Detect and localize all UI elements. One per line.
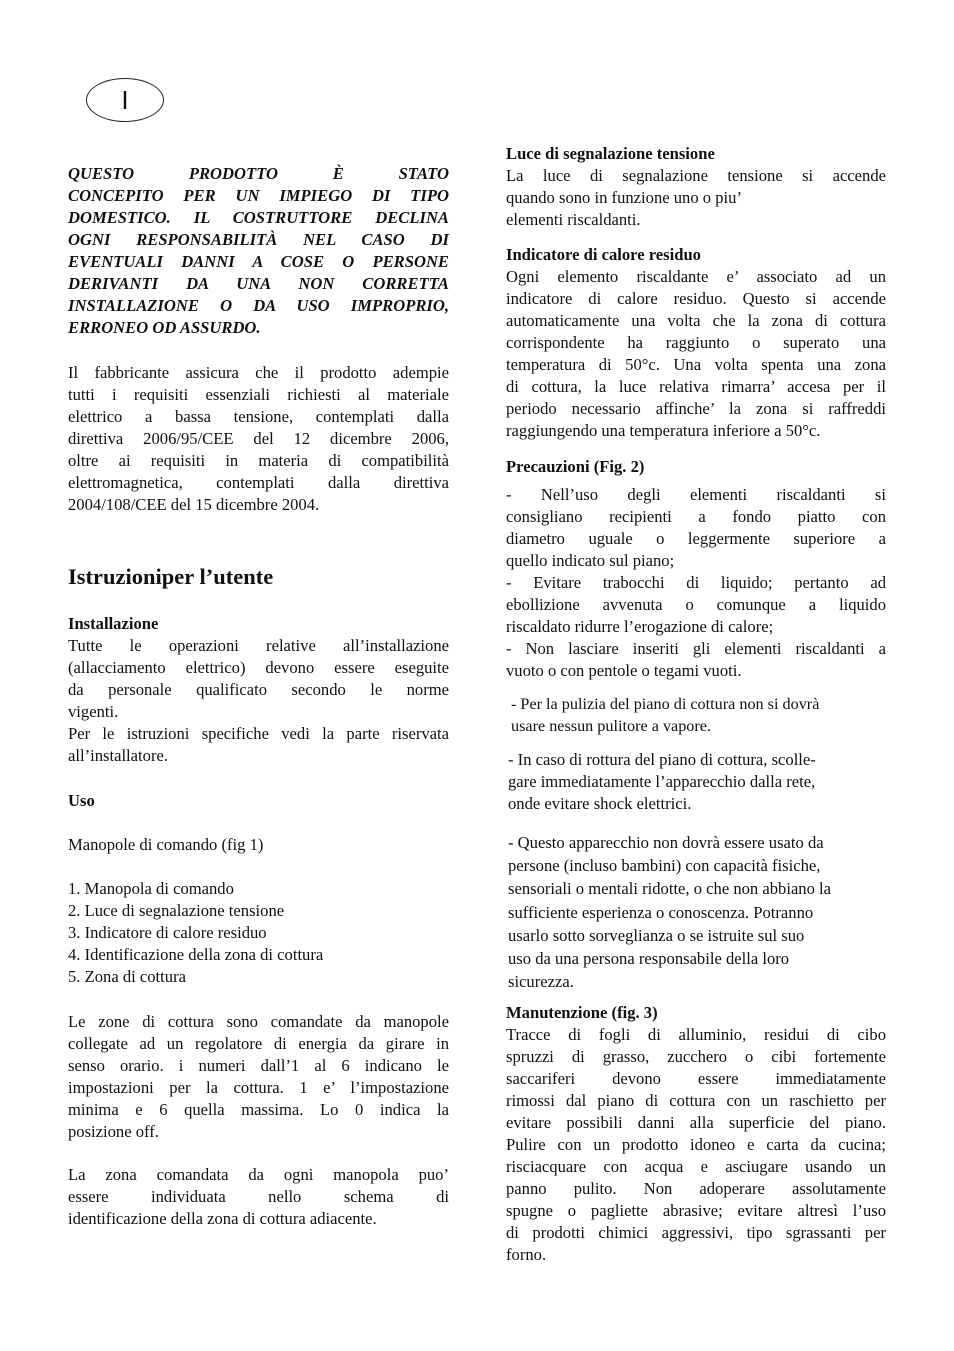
text-line: ebollizione avvenuta o comunque a liquido: [506, 595, 886, 614]
text-line: forno.: [506, 1245, 547, 1264]
text-line: (allacciamento elettrico) devono essere eseguite: [68, 658, 449, 677]
text-line: saccariferi devono essere immediatamente: [506, 1069, 886, 1088]
list-item: 1. Manopola di comando: [68, 879, 234, 898]
text-line: tutti i requisiti essenziali richiesti al materiale: [68, 385, 449, 404]
text-line: Pulire con un prodotto idoneo e carta da cucina;: [506, 1135, 886, 1154]
text-line: periodo necessario affinche’ la zona si raffreddi: [506, 399, 886, 418]
disclaimer-line: OGNI RESPONSABILITÀ NEL CASO DI: [68, 230, 449, 249]
text-line: onde evitare shock elettrici.: [508, 794, 692, 813]
precauzioni-paragraph: [506, 484, 886, 682]
text-line: Tracce di fogli di alluminio, residui di cibo: [506, 1025, 886, 1044]
rottura-paragraph: [508, 749, 886, 815]
text-line: Il fabbricante assicura che il prodotto adempie: [68, 363, 449, 382]
text-line: riscaldato ridurre l’erogazione di calore;: [506, 617, 774, 636]
text-line: quando sono in funzione uno o piu’: [506, 188, 742, 207]
manutenzione-paragraph: [506, 1024, 886, 1266]
text-line: Le zone di cottura sono comandate da manopole: [68, 1012, 449, 1031]
text-line: spugne o pagliette abrasive; evitare altresì l’uso: [506, 1201, 886, 1220]
text-line: risciacquare con acqua e asciugare usando un: [506, 1157, 886, 1176]
text-line: direttiva 2006/95/CEE del 12 dicembre 2006,: [68, 429, 449, 448]
uso-heading: Uso: [68, 791, 95, 810]
text-line: sicurezza.: [508, 972, 574, 992]
text-line: - Non lasciare inseriti gli elementi riscaldanti a: [506, 639, 886, 658]
text-line: elettrico a bassa tensione, contemplati dalla: [68, 407, 449, 426]
text-line: elementi riscaldanti.: [506, 210, 641, 229]
conformity-paragraph: [68, 362, 449, 516]
manutenzione-heading: Manutenzione (fig. 3): [506, 1003, 658, 1022]
text-line: usarlo sotto sorveglianza o se istruite sul suo: [508, 925, 805, 945]
text-line: vuoto o con pentole o tegami vuoti.: [506, 661, 742, 680]
list-item: 3. Indicatore di calore residuo: [68, 923, 267, 942]
zones-paragraph: [68, 1011, 449, 1143]
text-line: di cottura, la luce relativa rimarra’ accesa per il: [506, 377, 886, 396]
text-line: - In caso di rottura del piano di cottura, scolle-: [508, 750, 816, 769]
vapore-paragraph: [511, 693, 886, 737]
precauzioni-heading: Precauzioni (Fig. 2): [506, 457, 645, 476]
list-item: 4. Identificazione della zona di cottura: [68, 945, 324, 964]
disclaimer-line: INSTALLAZIONE O DA USO IMPROPRIO,: [68, 296, 449, 315]
disclaimer-block: [68, 163, 449, 339]
disclaimer-line: ERRONEO OD ASSURDO.: [68, 318, 261, 337]
luce-paragraph: [506, 165, 886, 231]
text-line: minima e 6 quella massima. Lo 0 indica la: [68, 1100, 449, 1119]
disclaimer-line: DOMESTICO. IL COSTRUTTORE DECLINA: [68, 208, 449, 227]
persone-paragraph: [508, 831, 886, 993]
luce-heading: Luce di segnalazione tensione: [506, 144, 715, 163]
text-line: persone (incluso bambini) con capacità fisiche,: [508, 856, 821, 876]
identify-paragraph: [68, 1164, 449, 1230]
legend-list: [68, 878, 449, 988]
text-line: uso da una persona responsabile della loro: [508, 949, 790, 969]
disclaimer-line: EVENTUALI DANNI A COSE O PERSONE: [68, 252, 449, 271]
language-badge-label: I: [121, 85, 129, 115]
residuo-heading: Indicatore di calore residuo: [506, 245, 701, 264]
text-line: evitare possibili danni alla superficie del piano.: [506, 1113, 886, 1132]
text-line: panno pulito. Non adoperare assolutamente: [506, 1179, 886, 1198]
text-line: 2004/108/CEE del 15 dicembre 2004.: [68, 495, 320, 514]
text-line: elettromagnetica, contemplati dalla direttiva: [68, 473, 449, 492]
text-line: automaticamente una volta che la zona di cottura: [506, 311, 886, 330]
text-line: identificazione della zona di cottura adiacente.: [68, 1209, 377, 1228]
section-title: Istruzioniper l’utente: [68, 564, 274, 589]
text-line: rimossi dal piano di cottura con un raschietto per: [506, 1091, 886, 1110]
text-line: - Nell’uso degli elementi riscaldanti si: [506, 485, 886, 504]
installazione-paragraph: [68, 635, 449, 767]
installazione-heading: Installazione: [68, 614, 159, 633]
text-line: - Evitare trabocchi di liquido; pertanto ad: [506, 573, 886, 592]
text-line: quello indicato sul piano;: [506, 551, 675, 570]
text-line: impostazioni per la cottura. 1 e’ l’impostazione: [68, 1078, 449, 1097]
text-line: sufficiente esperienza o conoscenza. Potranno: [508, 902, 814, 922]
text-line: collegate ad un regolatore di energia da girare in: [68, 1034, 449, 1053]
manopole-label: Manopole di comando (fig 1): [68, 835, 264, 854]
text-line: vigenti.: [68, 702, 119, 721]
text-line: corrispondente ha raggiunto o superato una: [506, 333, 886, 352]
text-line: spruzzi di grasso, zucchero o cibi fortemente: [506, 1047, 886, 1066]
text-line: Per le istruzioni specifiche vedi la parte riservata: [68, 724, 449, 743]
list-item: 2. Luce di segnalazione tensione: [68, 901, 285, 920]
text-line: - Questo apparecchio non dovrà essere usato da: [508, 833, 824, 852]
disclaimer-line: QUESTO PRODOTTO È STATO: [68, 164, 449, 183]
text-line: La zona comandata da ogni manopola puo’: [68, 1165, 449, 1184]
text-line: consigliano recipienti a fondo piatto con: [506, 507, 886, 526]
text-line: Ogni elemento riscaldante e’ associato ad un: [506, 267, 886, 286]
text-line: diametro uguale o leggermente superiore a: [506, 529, 886, 548]
disclaimer-line: DERIVANTI DA UNA NON CORRETTA: [68, 274, 449, 293]
text-line: usare nessun pulitore a vapore.: [511, 717, 712, 735]
text-line: da personale qualificato secondo le norme: [68, 680, 449, 699]
disclaimer-line: CONCEPITO PER UN IMPIEGO DI TIPO: [68, 186, 449, 205]
text-line: La luce di segnalazione tensione si accende: [506, 166, 886, 185]
list-item: 5. Zona di cottura: [68, 967, 186, 986]
text-line: essere individuata nello schema di: [68, 1187, 449, 1206]
residuo-paragraph: [506, 266, 886, 442]
text-line: di prodotti chimici aggressivi, tipo sgrassanti per: [506, 1223, 886, 1242]
text-line: raggiungendo una temperatura inferiore a 50°c.: [506, 421, 821, 440]
text-line: Tutte le operazioni relative all’installazione: [68, 636, 449, 655]
text-line: indicatore di calore residuo. Questo si accende: [506, 289, 886, 308]
text-line: temperatura di 50°c. Una volta spenta una zona: [506, 355, 886, 374]
text-line: all’installatore.: [68, 746, 168, 765]
text-line: senso orario. i numeri dall’1 al 6 indicano le: [68, 1056, 449, 1075]
text-line: gare immediatamente l’apparecchio dalla rete,: [508, 772, 816, 791]
text-line: oltre ai requisiti in materia di compatibilità: [68, 451, 449, 470]
language-badge: [86, 78, 164, 122]
text-line: - Per la pulizia del piano di cottura non si dovrà: [511, 695, 820, 713]
text-line: posizione off.: [68, 1122, 159, 1141]
text-line: sensoriali o mentali ridotte, o che non abbiano la: [508, 879, 832, 899]
